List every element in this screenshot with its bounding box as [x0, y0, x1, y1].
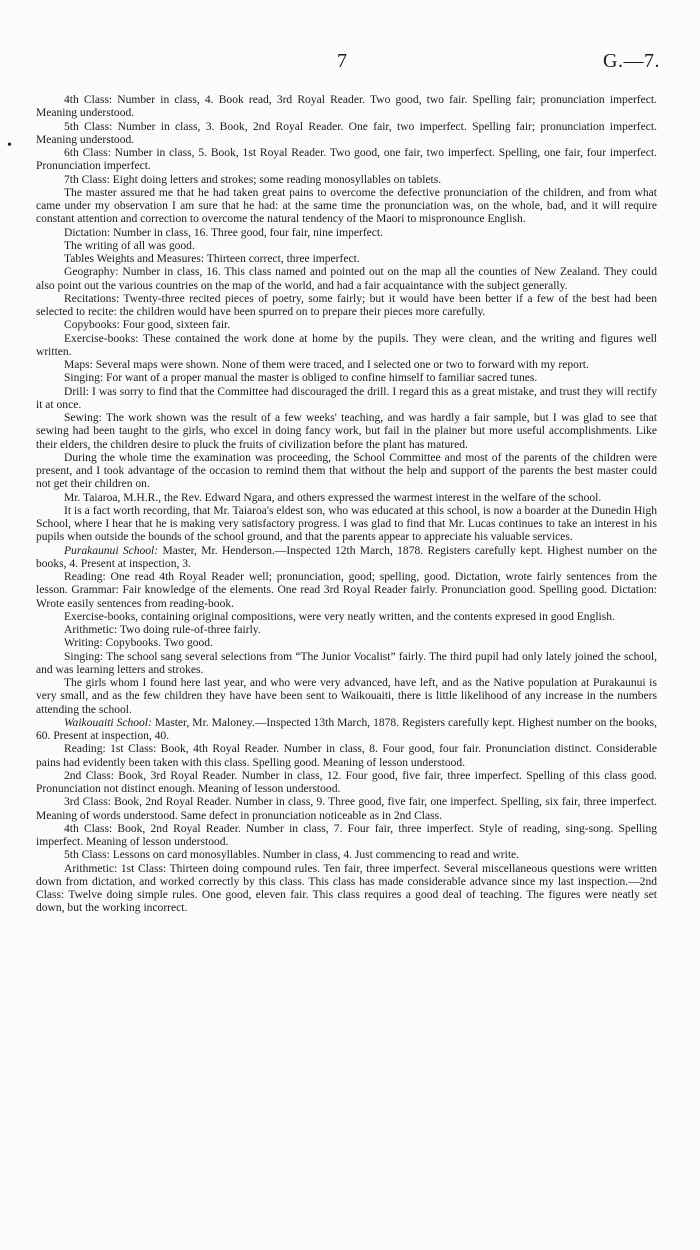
paragraph	[36, 412, 657, 452]
paragraph-text: Sewing: The work shown was the result of a few weeks' teaching, and was hardly a fair sample, but I was glad to see that sewing had been taught to the girls, who excel in doing fancy work, but fail in the plainer but more useful accomplishments. Like their elders, the children desire to pluck the fruits of civilization before the plant has matured.	[36, 412, 657, 451]
paragraph-text: Drill: I was sorry to find that the Committee had discouraged the drill. I regard this as a great mistake, and trust they will rectify it at once.	[36, 385, 657, 411]
paragraph	[36, 174, 657, 187]
paragraph-text: Exercise-books, containing original compositions, were very neatly written, and the contents expresed in good English.	[64, 610, 615, 623]
margin-mark: •	[7, 138, 12, 153]
paragraph-text: Writing: Copybooks. Two good.	[64, 637, 213, 650]
paragraph-text: Reading: 1st Class: Book, 4th Royal Reader. Number in class, 8. Four good, four fair. Pronunciation distinct. Considerable pains had evidently been taken with this class. Spelling good. Meaning of lesson understood.	[36, 743, 657, 769]
paragraph-text: 5th Class: Lessons on card monosyllables. Number in class, 4. Just commencing to read and write.	[64, 849, 520, 862]
paragraph-text: 2nd Class: Book, 3rd Royal Reader. Number in class, 12. Four good, five fair, three imperfect. Spelling of this class good. Pronunciation not distinct enough. Meaning of lesson understood.	[36, 769, 657, 795]
paragraph-text: Tables Weights and Measures: Thirteen correct, three imperfect.	[64, 253, 360, 265]
paragraph-text: Arithmetic: 1st Class: Thirteen doing compound rules. Ten fair, three imperfect. Several miscellaneous questions were written down from dictation, and worked correctly by this class. This class has made considerable advance since my last inspection.—2nd Class: Twelve doing simple rules. One good, eleven fair. This class requires a good deal of teaching. The figures were neatly set down, but the working incorrect.	[36, 862, 657, 915]
paragraph-text: Reading: One read 4th Royal Reader well; pronunciation, good; spelling, good. Dictation, wrote fairly sentences from the lesson. Grammar: Fair knowledge of the elements. One read 3rd Royal Reader fairly. Pronunciation good. Spelling good. Dictation: Wrote easily sentences from reading-book.	[36, 571, 657, 610]
paragraph-text: The girls whom I found here last year, and who were very advanced, have left, and as the Native population at Purakaunui is very small, and as the few children they have have been sent to Waikouaiti, there is little likelihood of any increase in the numbers attending the school.	[36, 677, 657, 716]
paragraph-text: Geography: Number in class, 16. This class named and pointed out on the map all the counties of New Zealand. They could also point out the various countries on the map of the world, and had a fair acquaintance with the subject generally.	[36, 266, 657, 292]
report-body	[36, 94, 657, 916]
paragraph-text: It is a fact worth recording, that Mr. Taiaroa's eldest son, who was educated at this school, is now a boarder at the Dunedin High School, where I hear that he is making very satisfactory progress. I was glad to find that Mr. Lucas continues to take an interest in his pupils when outside the bounds of the school ground, and that the parents appear to appreciate his valuable services.	[36, 504, 657, 544]
paragraph-text: 4th Class: Number in class, 4. Book read, 3rd Royal Reader. Two good, two fair. Spelling fair; pronunciation imperfect. Meaning understood.	[36, 94, 657, 120]
paragraph	[36, 770, 657, 797]
paragraph	[36, 187, 657, 227]
paragraph-text: Mr. Taiaroa, M.H.R., the Rev. Edward Ngara, and others expressed the warmest interest in the welfare of the school.	[64, 491, 602, 504]
paragraph-text: 4th Class: Book, 2nd Royal Reader. Number in class, 7. Four fair, three imperfect. Style of reading, sing-song. Spelling imperfect. Meaning of lesson understood.	[36, 822, 657, 848]
paragraph	[36, 717, 657, 744]
paragraph-text: Master, Mr. Maloney.—Inspected 13th March, 1878. Registers carefully kept. Highest number on the books, 60. Present at inspection, 40.	[36, 716, 657, 742]
paragraph-text: Singing: The school sang several selections from “The Junior Vocalist” fairly. The third pupil had only lately joined the school, and was learning letters and strokes.	[36, 650, 657, 676]
paragraph	[36, 386, 657, 413]
document-reference: G.—7.	[603, 50, 660, 72]
paragraph-text: Recitations: Twenty-three recited pieces of poetry, some fairly; but it would have been better if a few of the best had been selected to recite: the children would have been spurred on to prepare their pieces more carefully.	[36, 292, 657, 318]
paragraph-text: 5th Class: Number in class, 3. Book, 2nd Royal Reader. One fair, two imperfect. Spelling fair; pronunciation imperfect. Meaning understood.	[36, 120, 657, 146]
paragraph	[36, 545, 657, 572]
paragraph	[36, 796, 657, 823]
paragraph	[36, 94, 657, 121]
paragraph-text: The writing of all was good.	[64, 239, 195, 252]
paragraph-text: Copybooks: Four good, sixteen fair.	[64, 319, 231, 332]
paragraph	[36, 372, 657, 385]
paragraph	[36, 492, 657, 505]
paragraph-text: The master assured me that he had taken great pains to overcome the defective pronunciation of the children, and from what came under my observation I am sure that he had: at the same time the pronunciation was, on the whole, bad, and it will require constant attention and correction to overcome the natural tendency of the Maori to mispronounce English.	[36, 186, 657, 226]
paragraph	[36, 121, 657, 148]
paragraph	[36, 637, 657, 650]
paragraph	[36, 293, 657, 320]
paragraph	[36, 253, 657, 266]
paragraph	[36, 266, 657, 293]
paragraph	[36, 359, 657, 372]
paragraph	[36, 571, 657, 611]
paragraph-text: 6th Class: Number in class, 5. Book, 1st Royal Reader. Two good, one fair, two imperfect. Spelling, one fair, four imperfect. Pronunciation imperfect.	[36, 147, 657, 173]
paragraph	[36, 319, 657, 332]
paragraph-text: Maps: Several maps were shown. None of them were traced, and I selected one or two to forward with my report.	[64, 359, 589, 371]
school-name: Purakaunui School:	[64, 544, 159, 557]
page-header	[0, 50, 700, 80]
paragraph	[36, 651, 657, 678]
paragraph	[36, 624, 657, 637]
school-name: Waikouaiti School:	[64, 716, 152, 729]
paragraph	[36, 743, 657, 770]
paragraph-text: Arithmetic: Two doing rule-of-three fairly.	[64, 624, 261, 636]
paragraph	[36, 677, 657, 717]
paragraph-text: During the whole time the examination was proceeding, the School Committee and most of the parents of the children were present, and I took advantage of the occasion to remind them that without the help and support of the parents the best master could not get their children on.	[36, 451, 657, 491]
paragraph-text: Master, Mr. Henderson.—Inspected 12th March, 1878. Registers carefully kept. Highest number on the books, 4. Present at inspection, 3.	[36, 544, 657, 570]
paragraph	[36, 505, 657, 545]
paragraph	[36, 823, 657, 850]
paragraph	[36, 333, 657, 360]
paragraph	[36, 452, 657, 492]
paragraph-text: Singing: For want of a proper manual the master is obliged to confine himself to familiar sacred tunes.	[64, 372, 538, 385]
page-number: 7	[337, 50, 347, 72]
paragraph	[36, 863, 657, 916]
paragraph	[36, 240, 657, 253]
paragraph-text: 7th Class: Eight doing letters and strokes; some reading monosyllables on tablets.	[64, 173, 442, 186]
paragraph	[36, 227, 657, 240]
paragraph	[36, 849, 657, 862]
paragraph-text: 3rd Class: Book, 2nd Royal Reader. Number in class, 9. Three good, five fair, one imperfect. Spelling, six fair, three imperfect. Meaning of words understood. Same defect in pronunciation noticeable as in 2nd Class.	[36, 796, 657, 822]
paragraph	[36, 611, 657, 624]
paragraph	[36, 147, 657, 174]
paragraph-text: Exercise-books: These contained the work done at home by the pupils. They were clean, and the writing and figures well written.	[36, 332, 657, 358]
paragraph-text: Dictation: Number in class, 16. Three good, four fair, nine imperfect.	[64, 226, 384, 239]
